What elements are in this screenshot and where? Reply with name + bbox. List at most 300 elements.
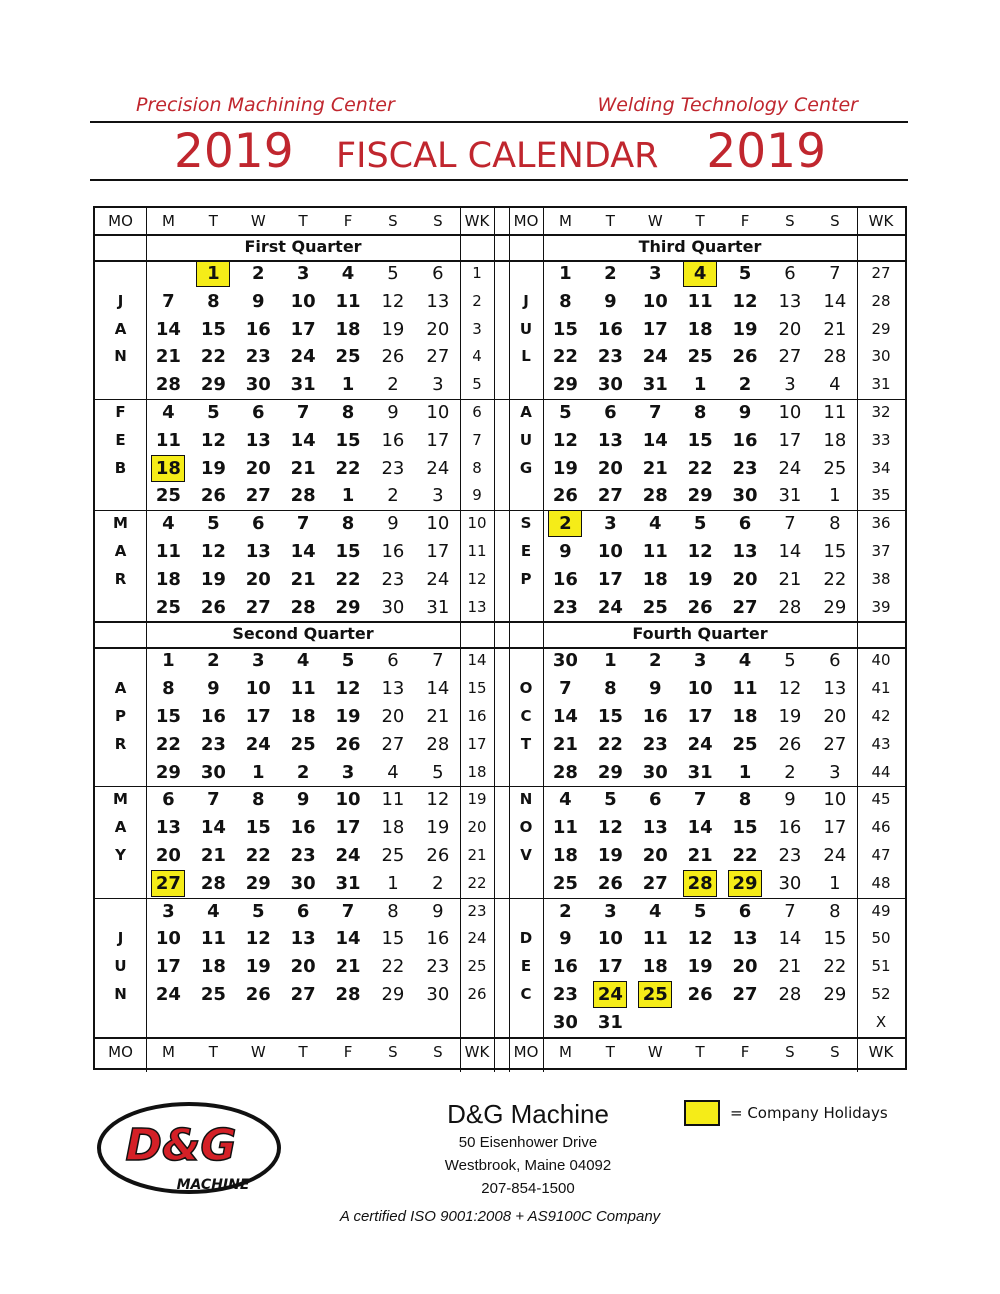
- day-cell: 6: [296, 900, 310, 922]
- day-cell: 1: [738, 761, 752, 783]
- week-number: 26: [467, 985, 487, 1003]
- day-cell: 13: [155, 817, 181, 839]
- day-cell: 26: [552, 485, 578, 507]
- day-cell: 20: [732, 956, 758, 978]
- day-cell: 11: [552, 817, 578, 839]
- day-cell: 31: [597, 1011, 623, 1033]
- day-cell: 10: [823, 789, 847, 811]
- quarter-title: First Quarter: [244, 237, 362, 256]
- day-cell: 5: [207, 513, 220, 535]
- month-letter: P: [520, 569, 532, 588]
- day-cell: 6: [738, 513, 752, 535]
- grid-line: [857, 208, 858, 1072]
- day-cell: 15: [597, 706, 623, 727]
- day-cell: 14: [335, 928, 361, 950]
- week-number: 36: [871, 514, 891, 533]
- grid-line: [509, 208, 510, 1072]
- top-mo-header: MO: [513, 212, 539, 230]
- week-number: 13: [467, 597, 487, 616]
- day-cell: 16: [552, 568, 578, 590]
- month-letter: L: [521, 347, 531, 366]
- day-cell: 21: [642, 457, 668, 479]
- top-wk-header: WK: [464, 212, 490, 230]
- day-cell: 18: [732, 706, 758, 727]
- day-cell: 15: [823, 928, 847, 950]
- day-cell: 16: [381, 541, 405, 562]
- day-cell: 8: [341, 402, 355, 423]
- day-cell: 15: [200, 318, 226, 340]
- week-number: 9: [472, 486, 482, 505]
- day-cell: 22: [597, 733, 623, 755]
- day-cell: 15: [687, 429, 713, 451]
- day-cell: 2: [432, 872, 444, 894]
- month-letter: S: [520, 514, 532, 533]
- company-address-line1: 50 Eisenhower Drive: [458, 1134, 598, 1151]
- day-cell: 24: [687, 733, 713, 755]
- day-cell: 14: [155, 318, 181, 340]
- day-cell: 10: [290, 290, 316, 312]
- day-cell: 27: [290, 984, 316, 1005]
- day-cell: 8: [829, 900, 841, 922]
- month-letter: R: [114, 734, 127, 753]
- holiday-day-cell: 18: [151, 455, 185, 482]
- day-cell: 28: [552, 761, 578, 783]
- top-weekday-header: M: [161, 212, 175, 230]
- top-weekday-header: T: [605, 212, 615, 230]
- week-number: 20: [467, 818, 487, 837]
- day-cell: 18: [381, 817, 405, 839]
- day-cell: 9: [559, 928, 572, 950]
- week-number: 40: [871, 651, 891, 670]
- bottom-mo-header: MO: [108, 1042, 133, 1061]
- day-cell: 19: [335, 706, 361, 727]
- day-cell: 22: [335, 568, 361, 590]
- week-number: 32: [871, 403, 891, 421]
- day-cell: 28: [642, 485, 668, 507]
- day-cell: 17: [155, 956, 181, 978]
- day-cell: 8: [162, 678, 175, 700]
- day-cell: 23: [381, 568, 405, 590]
- day-cell: 5: [432, 761, 444, 783]
- grid-line: [95, 647, 905, 649]
- day-cell: 21: [426, 706, 450, 727]
- day-cell: 19: [200, 457, 226, 479]
- day-cell: 12: [778, 678, 802, 700]
- day-cell: 29: [823, 984, 847, 1005]
- week-number: 45: [871, 790, 891, 809]
- day-cell: 23: [381, 457, 405, 479]
- week-number: 6: [472, 403, 482, 421]
- day-cell: 19: [687, 956, 713, 978]
- day-cell: 17: [290, 318, 316, 340]
- day-cell: 21: [290, 457, 316, 479]
- day-cell: 10: [426, 402, 450, 423]
- day-cell: 6: [432, 263, 444, 284]
- day-cell: 14: [290, 429, 316, 451]
- month-letter: N: [114, 347, 127, 366]
- week-number: 30: [871, 347, 891, 366]
- day-cell: 16: [200, 706, 226, 727]
- day-cell: 25: [200, 984, 226, 1005]
- top-weekday-header: S: [388, 212, 398, 230]
- month-letter: J: [523, 291, 529, 310]
- day-cell: 20: [245, 457, 271, 479]
- day-cell: 4: [648, 900, 662, 922]
- day-cell: 24: [245, 733, 271, 755]
- day-cell: 8: [207, 290, 220, 312]
- day-cell: 11: [290, 678, 316, 700]
- day-cell: 1: [341, 485, 355, 507]
- title-rule: [90, 179, 908, 181]
- day-cell: 23: [552, 984, 578, 1005]
- day-cell: 14: [426, 678, 450, 700]
- day-cell: 6: [648, 789, 662, 811]
- day-cell: 12: [426, 789, 450, 811]
- day-cell: 28: [290, 596, 316, 618]
- holiday-day-cell: 29: [728, 870, 762, 897]
- week-number: 28: [871, 291, 891, 310]
- day-cell: 26: [335, 733, 361, 755]
- day-cell: 21: [823, 318, 847, 340]
- day-cell: 10: [155, 928, 181, 950]
- day-cell: 19: [778, 706, 802, 727]
- day-cell: 9: [207, 678, 220, 700]
- bottom-weekday-header: S: [830, 1042, 840, 1061]
- day-cell: 6: [604, 402, 617, 423]
- month-letter: O: [519, 679, 533, 698]
- page-title: [90, 124, 908, 180]
- day-cell: 3: [829, 761, 841, 783]
- day-cell: 11: [381, 789, 405, 811]
- day-cell: 24: [335, 845, 361, 866]
- day-cell: 18: [200, 956, 226, 978]
- month-letter: U: [519, 430, 533, 449]
- day-cell: 8: [604, 678, 617, 700]
- week-number: 16: [467, 707, 487, 725]
- day-cell: 3: [432, 374, 444, 396]
- day-cell: 1: [559, 263, 572, 284]
- week-number: 43: [871, 734, 891, 753]
- quarter-title: Third Quarter: [638, 237, 762, 256]
- month-letter: N: [114, 985, 127, 1003]
- day-cell: 1: [387, 872, 399, 894]
- day-cell: 12: [335, 678, 361, 700]
- day-cell: 18: [290, 706, 316, 727]
- day-cell: 23: [200, 733, 226, 755]
- day-cell: 7: [829, 263, 841, 284]
- day-cell: 17: [597, 568, 623, 590]
- day-cell: 13: [732, 928, 758, 950]
- day-cell: 21: [687, 845, 713, 866]
- day-cell: 28: [155, 374, 181, 396]
- day-cell: 29: [155, 761, 181, 783]
- day-cell: 30: [597, 374, 623, 396]
- day-cell: 11: [642, 541, 668, 562]
- holiday-day-cell: 24: [593, 981, 627, 1008]
- day-cell: 28: [335, 984, 361, 1005]
- day-cell: 22: [155, 733, 181, 755]
- day-cell: 28: [200, 872, 226, 894]
- day-cell: 24: [426, 568, 450, 590]
- day-cell: 3: [296, 263, 310, 284]
- grid-line: [95, 786, 905, 787]
- day-cell: 2: [296, 761, 310, 783]
- day-cell: 5: [559, 402, 572, 423]
- week-number: 14: [467, 651, 487, 670]
- day-cell: 27: [245, 485, 271, 507]
- day-cell: 31: [642, 374, 668, 396]
- day-cell: 31: [426, 596, 450, 618]
- bottom-weekday-header: F: [343, 1042, 353, 1061]
- day-cell: 15: [823, 541, 847, 562]
- week-number: 38: [871, 569, 891, 588]
- day-cell: 1: [251, 761, 265, 783]
- day-cell: 22: [335, 457, 361, 479]
- week-number: 23: [467, 901, 487, 920]
- day-cell: 13: [426, 290, 450, 312]
- day-cell: 22: [687, 457, 713, 479]
- day-cell: 2: [559, 900, 572, 922]
- top-weekday-header: T: [298, 212, 308, 230]
- day-cell: 13: [381, 678, 405, 700]
- grid-line: [494, 208, 495, 1072]
- day-cell: 21: [290, 568, 316, 590]
- day-cell: 26: [597, 872, 623, 894]
- day-cell: 23: [642, 733, 668, 755]
- holiday-day-cell: 27: [151, 870, 185, 897]
- month-letter: A: [114, 542, 127, 560]
- day-cell: 16: [290, 817, 316, 839]
- day-cell: 17: [642, 318, 668, 340]
- day-cell: 18: [335, 318, 361, 340]
- day-cell: 27: [732, 984, 758, 1005]
- month-letter: A: [114, 818, 127, 837]
- day-cell: 11: [642, 928, 668, 950]
- day-cell: 10: [642, 290, 668, 312]
- day-cell: 25: [155, 485, 181, 507]
- day-cell: 20: [426, 318, 450, 340]
- top-weekday-header: W: [250, 212, 266, 230]
- top-weekday-header: T: [695, 212, 705, 230]
- day-cell: 18: [552, 845, 578, 866]
- day-cell: 6: [829, 650, 841, 672]
- day-cell: 7: [207, 789, 220, 811]
- day-cell: 4: [341, 263, 355, 284]
- top-weekday-header: S: [433, 212, 443, 230]
- day-cell: 26: [687, 984, 713, 1005]
- day-cell: 13: [732, 541, 758, 562]
- week-number: 47: [871, 846, 891, 864]
- week-number: 8: [472, 458, 482, 477]
- day-cell: 15: [552, 318, 578, 340]
- day-cell: 18: [155, 568, 181, 590]
- day-cell: 19: [245, 956, 271, 978]
- day-cell: 11: [823, 402, 847, 423]
- quarter-title: Fourth Quarter: [632, 624, 768, 644]
- day-cell: 27: [778, 346, 802, 368]
- month-letter: A: [114, 679, 127, 698]
- day-cell: 24: [642, 346, 668, 368]
- week-number: 39: [871, 597, 891, 616]
- day-cell: 30: [778, 872, 802, 894]
- month-letter: E: [115, 430, 126, 449]
- day-cell: 23: [552, 596, 578, 618]
- top-weekday-header: S: [785, 212, 795, 230]
- day-cell: 14: [823, 290, 847, 312]
- day-cell: 27: [642, 872, 668, 894]
- quarter-title: Second Quarter: [232, 624, 374, 644]
- company-phone: 207-854-1500: [481, 1180, 575, 1197]
- day-cell: 28: [778, 984, 802, 1005]
- day-cell: 29: [381, 984, 405, 1005]
- grid-line: [543, 208, 544, 1072]
- day-cell: 12: [200, 429, 226, 451]
- day-cell: 22: [732, 845, 758, 866]
- grid-line: [95, 260, 905, 262]
- day-cell: 13: [642, 817, 668, 839]
- week-number: 41: [871, 679, 891, 698]
- month-letter: J: [117, 929, 124, 948]
- day-cell: 23: [778, 845, 802, 866]
- day-cell: 12: [732, 290, 758, 312]
- week-number: 15: [467, 679, 487, 698]
- week-number: 51: [871, 957, 891, 976]
- day-cell: 30: [426, 984, 450, 1005]
- day-cell: 25: [381, 845, 405, 866]
- day-cell: 29: [823, 596, 847, 618]
- day-cell: 24: [823, 845, 847, 866]
- day-cell: 19: [597, 845, 623, 866]
- top-mo-header: MO: [108, 212, 133, 230]
- day-cell: 17: [687, 706, 713, 727]
- day-cell: 30: [290, 872, 316, 894]
- company-info: [410, 1097, 646, 1200]
- day-cell: 19: [687, 568, 713, 590]
- day-cell: 5: [693, 513, 707, 535]
- holiday-day-cell: 1: [196, 260, 230, 287]
- day-cell: 31: [778, 485, 802, 507]
- day-cell: 2: [387, 485, 399, 507]
- day-cell: 21: [155, 346, 181, 368]
- day-cell: 17: [426, 541, 450, 562]
- day-cell: 14: [778, 541, 802, 562]
- month-letter: A: [520, 403, 532, 421]
- month-letter: M: [113, 514, 128, 533]
- bottom-wk-header: WK: [464, 1042, 490, 1061]
- week-number: X: [875, 1012, 887, 1031]
- day-cell: 7: [559, 678, 572, 700]
- day-cell: 12: [687, 541, 713, 562]
- day-cell: 20: [155, 845, 181, 866]
- day-cell: 5: [693, 900, 707, 922]
- day-cell: 26: [200, 596, 226, 618]
- day-cell: 16: [381, 429, 405, 451]
- month-letter: O: [519, 818, 533, 837]
- day-cell: 20: [381, 706, 405, 727]
- day-cell: 11: [335, 290, 361, 312]
- week-number: 35: [871, 486, 891, 505]
- grid-line: [95, 399, 905, 400]
- day-cell: 30: [245, 374, 271, 396]
- day-cell: 27: [732, 596, 758, 618]
- day-cell: 10: [245, 678, 271, 700]
- welding-technology-label: Welding Technology Center: [597, 94, 858, 116]
- week-number: 2: [472, 291, 482, 310]
- day-cell: 31: [687, 761, 713, 783]
- holiday-day-cell: 2: [548, 510, 582, 537]
- holiday-day-cell: 28: [683, 870, 717, 897]
- day-cell: 19: [732, 318, 758, 340]
- week-number: 1: [472, 264, 482, 282]
- day-cell: 27: [245, 596, 271, 618]
- month-letter: U: [114, 957, 127, 976]
- logo-machine-text: MACHINE: [176, 1177, 250, 1193]
- day-cell: 17: [426, 429, 450, 451]
- day-cell: 26: [732, 346, 758, 368]
- day-cell: 10: [597, 541, 623, 562]
- day-cell: 3: [341, 761, 355, 783]
- day-cell: 15: [381, 928, 405, 950]
- day-cell: 29: [552, 374, 578, 396]
- week-number: 50: [871, 929, 891, 948]
- day-cell: 23: [732, 457, 758, 479]
- day-cell: 23: [426, 956, 450, 978]
- week-number: 48: [871, 873, 891, 892]
- top-rule: [90, 121, 908, 123]
- day-cell: 25: [642, 596, 668, 618]
- day-cell: 21: [778, 568, 802, 590]
- day-cell: 14: [552, 706, 578, 727]
- day-cell: 16: [426, 928, 450, 950]
- day-cell: 5: [387, 263, 399, 284]
- day-cell: 6: [251, 402, 265, 423]
- day-cell: 3: [432, 485, 444, 507]
- day-cell: 2: [207, 650, 220, 672]
- day-cell: 30: [381, 596, 405, 618]
- day-cell: 13: [778, 290, 802, 312]
- day-cell: 13: [245, 429, 271, 451]
- month-letter: E: [520, 542, 532, 560]
- day-cell: 29: [335, 596, 361, 618]
- day-cell: 2: [648, 650, 662, 672]
- bottom-weekday-header: S: [388, 1042, 398, 1061]
- day-cell: 7: [784, 900, 796, 922]
- day-cell: 19: [426, 817, 450, 839]
- day-cell: 2: [251, 263, 265, 284]
- week-number: 22: [467, 873, 487, 892]
- title-text: FISCAL CALENDAR: [336, 136, 659, 176]
- company-address-line2: Westbrook, Maine 04092: [444, 1157, 612, 1174]
- day-cell: 1: [341, 374, 355, 396]
- day-cell: 4: [829, 374, 841, 396]
- day-cell: 7: [693, 789, 707, 811]
- day-cell: 24: [426, 457, 450, 479]
- day-cell: 6: [162, 789, 175, 811]
- day-cell: 14: [778, 928, 802, 950]
- day-cell: 10: [778, 402, 802, 423]
- holiday-day-cell: 25: [638, 981, 672, 1008]
- day-cell: 11: [200, 928, 226, 950]
- month-letter: C: [520, 985, 532, 1003]
- day-cell: 7: [648, 402, 662, 423]
- day-cell: 30: [200, 761, 226, 783]
- week-number: 52: [871, 985, 891, 1003]
- day-cell: 5: [738, 263, 752, 284]
- week-number: 10: [467, 514, 487, 533]
- day-cell: 9: [432, 900, 444, 922]
- bottom-weekday-header: W: [647, 1042, 663, 1061]
- day-cell: 4: [162, 513, 175, 535]
